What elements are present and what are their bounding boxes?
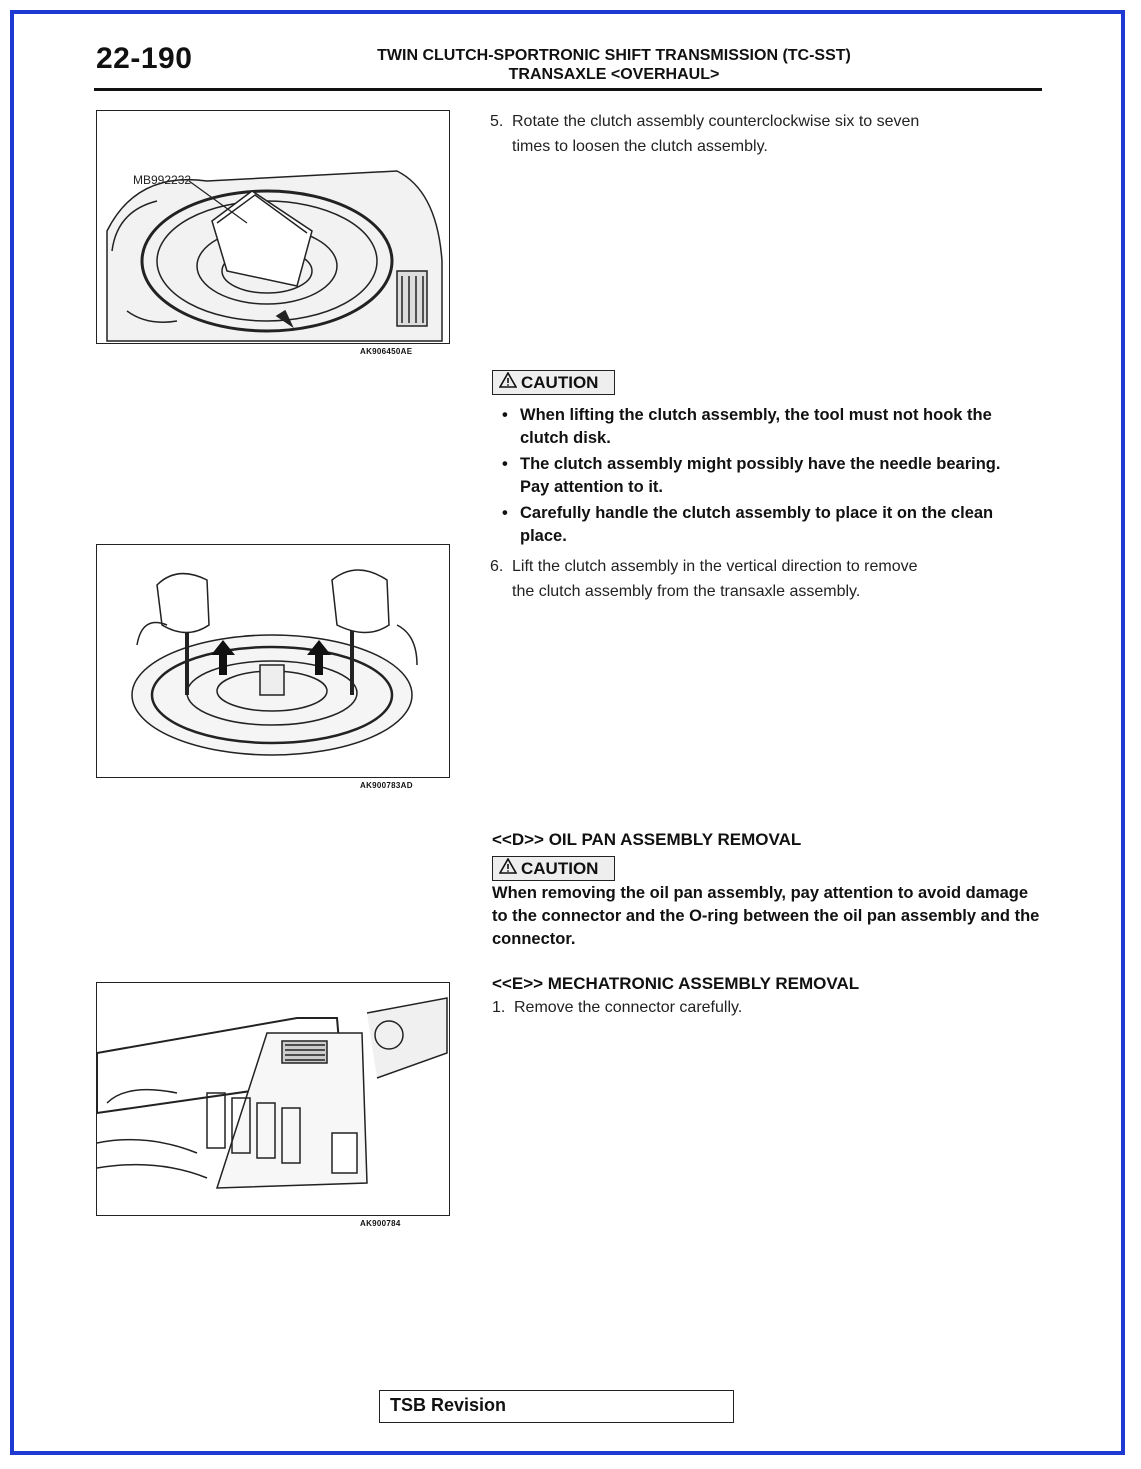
caution-bullet-list <box>492 404 1032 551</box>
figure-code: AK906450AE <box>360 347 413 356</box>
step-text-line2: the clutch assembly from the transaxle assembly. <box>512 583 861 600</box>
figure-code: AK900784 <box>360 1219 401 1228</box>
warning-triangle-icon <box>499 858 517 879</box>
page-title <box>314 46 914 84</box>
step-text-line2: times to loosen the clutch assembly. <box>512 138 768 155</box>
page-title-line2: TRANSAXLE <OVERHAUL> <box>508 66 720 83</box>
step-number: 5. <box>490 113 504 130</box>
caution-text: CAUTION <box>521 373 599 392</box>
figure-code: AK900783AD <box>360 781 413 790</box>
tool-callout: MB992232 <box>133 173 192 187</box>
step-6 <box>490 554 918 604</box>
step-1 <box>492 995 742 1020</box>
caution-label <box>492 370 615 395</box>
caution-label <box>492 856 615 881</box>
header-divider <box>94 88 1042 91</box>
tsb-revision-box: TSB Revision <box>379 1390 734 1423</box>
list-item: • The clutch assembly might possibly have the needle bearing. Pay attention to it. <box>492 453 1032 499</box>
manual-page <box>10 10 1125 1455</box>
step-text-line1: Lift the clutch assembly in the vertical direction to remove <box>512 558 918 575</box>
connector-illustration <box>97 983 449 1215</box>
step-text-line1: Rotate the clutch assembly counterclockwise six to seven <box>512 113 920 130</box>
caution-paragraph: When removing the oil pan assembly, pay attention to avoid damage to the connector and the O-ring between the oil pan assembly and the connector. <box>492 884 1040 948</box>
step-number: 6. <box>490 558 504 575</box>
clutch-lift-illustration <box>97 545 449 777</box>
clutch-rotate-illustration <box>97 111 449 343</box>
page-number: 22-190 <box>96 42 193 75</box>
step-5 <box>490 109 919 159</box>
list-item: • Carefully handle the clutch assembly to place it on the clean place. <box>492 502 1032 548</box>
caution-text: CAUTION <box>521 859 599 878</box>
figure-clutch-lift <box>96 544 450 778</box>
section-heading-e: <<E>> MECHATRONIC ASSEMBLY REMOVAL <box>492 974 860 993</box>
section-heading-d: <<D>> OIL PAN ASSEMBLY REMOVAL <box>492 830 802 849</box>
figure-connector <box>96 982 450 1216</box>
step-number: 1. <box>492 999 506 1016</box>
step-text: Remove the connector carefully. <box>514 999 743 1016</box>
list-item: • When lifting the clutch assembly, the tool must not hook the clutch disk. <box>492 404 1032 450</box>
warning-triangle-icon <box>499 372 517 393</box>
page-title-line1: TWIN CLUTCH-SPORTRONIC SHIFT TRANSMISSION (TC-SST) <box>377 47 851 64</box>
figure-clutch-rotate <box>96 110 450 344</box>
